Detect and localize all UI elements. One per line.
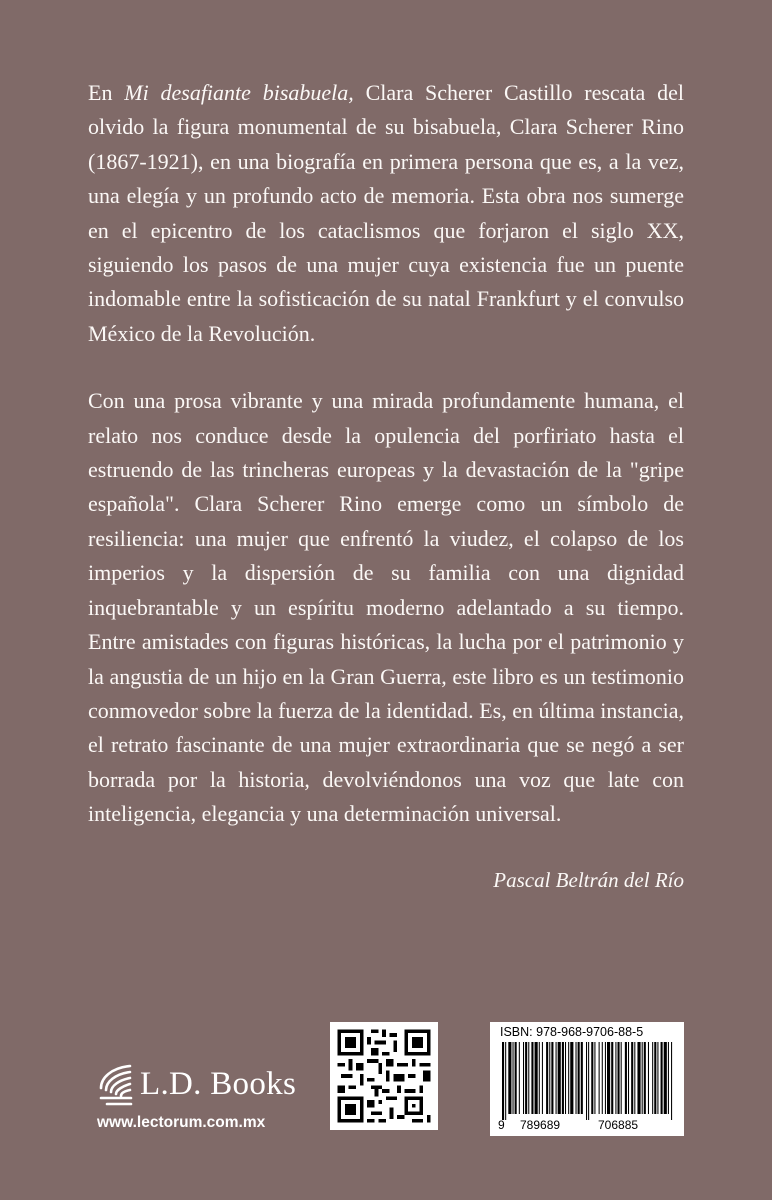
barcode-bar (671, 1042, 672, 1120)
barcode-bar (602, 1042, 603, 1114)
barcode-bar (607, 1042, 610, 1114)
barcode-bar (568, 1042, 569, 1114)
barcode-bar (581, 1042, 583, 1114)
qr-code-icon (330, 1022, 438, 1130)
barcode-bar (542, 1042, 543, 1114)
paragraph-1-prefix: En (88, 80, 125, 105)
barcode-bar (652, 1042, 653, 1114)
barcode-bar (642, 1042, 643, 1114)
barcode-bar (586, 1042, 587, 1120)
barcode-bar (599, 1042, 600, 1114)
paragraph-2: Con una prosa vibrante y una mirada profundamente humana, el relato nos conduce desde la opulencia del porfiriato hasta el estruendo de las trincheras europeas y la devastación de la "gripe española". Clara Scherer Rino emerge como un símbolo de resiliencia: una mujer que enfrentó la viudez, el colapso de los imperios y la dispersión de su familia con una dignidad inquebrantable y un espíritu moderno adelantado a su tiempo. Entre amistades con figuras históricas, la lucha por el patrimonio y la angustia de un hijo en la Gran Guerra, este libro es un testimonio conmovedor sobre la fuerza de la identidad. Es, en última instancia, el retrato fascinante de una mujer extraordinaria que se negó a ser borrada por la historia, devolviéndonos una voz que late con inteligencia, elegancia y una determinación universal. (88, 388, 684, 827)
isbn-label: ISBN: 978-968-9706-88-5 (500, 1025, 644, 1039)
barcode-bar (535, 1042, 538, 1114)
barcode-bar (576, 1042, 577, 1114)
publisher-name: L.D. Books (140, 1065, 297, 1102)
publisher-logo (97, 1058, 296, 1110)
publisher-website[interactable]: www.lectorum.com.mx (97, 1114, 266, 1131)
barcode-bar (611, 1042, 613, 1114)
barcode-bar (556, 1042, 557, 1114)
barcode-bar (591, 1042, 593, 1114)
barcode-bar (551, 1042, 553, 1114)
barcode-bar (502, 1042, 504, 1120)
barcode-bar (523, 1042, 524, 1114)
barcode-bar (513, 1042, 514, 1114)
barcode-bar (618, 1042, 620, 1114)
back-cover-text (88, 76, 684, 832)
barcode-digits-left: 789689 (520, 1118, 561, 1132)
barcode-bar (621, 1042, 622, 1114)
barcode-bar (528, 1042, 529, 1114)
shell-icon (97, 1060, 133, 1108)
barcode-bar (625, 1042, 627, 1114)
barcode-bar (634, 1042, 635, 1114)
barcode-bar (615, 1042, 616, 1114)
barcode-bar (531, 1042, 533, 1114)
author-signature: Pascal Beltrán del Río (493, 868, 684, 892)
barcode-bar (648, 1042, 649, 1114)
barcode-bar (546, 1042, 548, 1114)
barcode-bar (628, 1042, 629, 1114)
barcode-bar (565, 1042, 566, 1114)
barcode-bar (661, 1042, 663, 1114)
barcode-bar (525, 1042, 527, 1114)
barcode-bar (668, 1042, 669, 1114)
paragraph-1 (88, 76, 684, 351)
barcode-bar (505, 1042, 506, 1120)
barcode-bar (539, 1042, 540, 1114)
barcode-bar (588, 1042, 589, 1120)
barcode-bar (644, 1042, 646, 1114)
book-title: Mi desafiante bisabuela, (124, 80, 354, 105)
barcode-digits (490, 1118, 684, 1134)
paragraph-1-rest: Clara Scherer Castillo rescata del olvido la figura monumental de su bisabuela, Clara Scherer Rino (1867-1921), en una biografía en primera persona que es, a la vez, una elegía y un profundo acto de memoria. Esta obra nos sumerge en el epicentro de los cataclismos que forjaron el siglo XX, siguiendo los pasos de una mujer cuya existencia fue un puente indomable entre la sofisticación de su natal Frankfurt y el convulso México de la Revolución. (88, 80, 684, 346)
barcode-bar (657, 1042, 658, 1114)
barcode-bar (605, 1042, 606, 1114)
barcode-bar (519, 1042, 520, 1114)
barcode-digits-right: 706885 (598, 1118, 639, 1132)
barcode-bar (654, 1042, 656, 1114)
barcode-bar (637, 1042, 640, 1114)
barcode-bars (498, 1042, 678, 1120)
barcode-bar (515, 1042, 517, 1114)
barcode-bar (508, 1042, 511, 1114)
barcode-bar (570, 1042, 573, 1114)
isbn-barcode (490, 1022, 684, 1136)
barcode-bar (594, 1042, 595, 1114)
barcode-bar (631, 1042, 633, 1114)
barcode-bar (562, 1042, 564, 1114)
qr-code (330, 1022, 438, 1130)
barcode-digit-lead: 9 (498, 1118, 505, 1132)
barcode-bar (578, 1042, 580, 1114)
barcode-bar (549, 1042, 550, 1114)
barcode-bar (558, 1042, 561, 1114)
barcode-bar (664, 1042, 667, 1114)
